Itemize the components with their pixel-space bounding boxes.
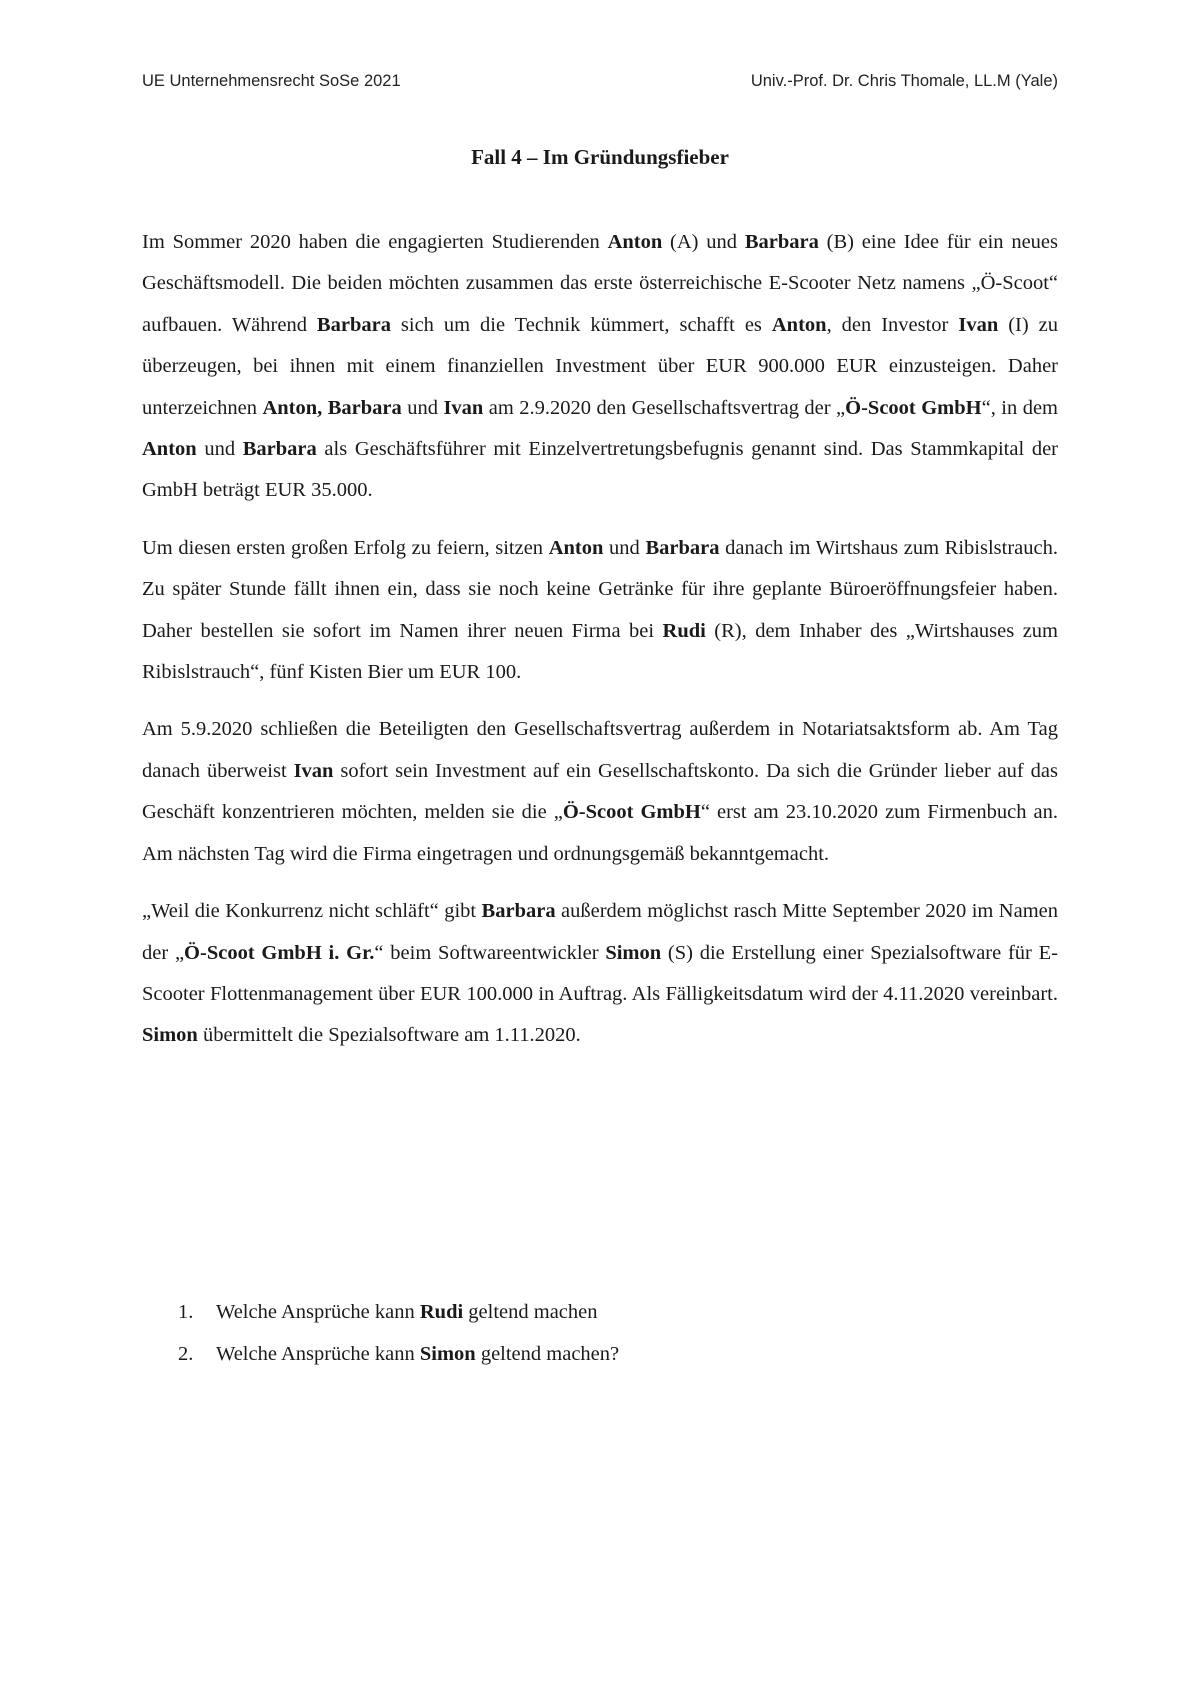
header-course: UE Unternehmensrecht SoSe 2021: [142, 72, 401, 90]
paragraph-3: [142, 709, 1058, 875]
question-text: [216, 1333, 619, 1375]
text-run: am 2.9.2020 den Gesellschaftsvertrag der „: [483, 396, 846, 419]
bold-run: Ivan: [443, 396, 484, 419]
text-run: Welche Ansprüche kann: [216, 1343, 420, 1365]
text-run: und: [196, 438, 243, 461]
text-run: “ erst am 23.10.2020 zum Firmenbuch an. Am nächsten Tag wird die Firma eingetragen und ordnungsgemäß bekanntgemacht.: [142, 801, 1059, 865]
bold-run: Rudi: [419, 1301, 464, 1323]
question-item: [142, 1333, 1058, 1375]
text-run: außerdem möglichst rasch Mitte September 2020 im Namen der „: [142, 900, 1058, 964]
bold-run: Simon: [142, 1024, 198, 1047]
question-list: [142, 1291, 1058, 1375]
case-text: [142, 222, 1058, 1073]
bold-run: Anton, Barbara: [262, 396, 402, 419]
bold-run: Barbara: [645, 536, 720, 559]
document-title: Fall 4 – Im Gründungsfieber: [471, 145, 729, 169]
text-run: Um diesen ersten großen Erfolg zu feiern, sitzen: [142, 536, 549, 559]
text-run: , den Investor: [826, 313, 959, 336]
paragraph-4: [142, 891, 1058, 1057]
paragraph-2: [142, 528, 1058, 694]
bold-run: Rudi: [662, 619, 706, 642]
bold-run: Simon: [605, 941, 662, 964]
text-run: geltend machen?: [475, 1343, 620, 1365]
question-item: [142, 1291, 1058, 1333]
text-run: übermittelt die Spezialsoftware am 1.11.2020.: [197, 1024, 581, 1047]
bold-run: Anton: [607, 231, 663, 253]
text-run: und: [401, 396, 444, 419]
question-number: 2.: [178, 1343, 194, 1365]
text-run: Welche Ansprüche kann: [216, 1301, 420, 1323]
bold-run: Anton: [548, 536, 604, 559]
text-run: (A) und: [662, 231, 745, 253]
bold-run: Anton: [142, 438, 197, 461]
header-author: Univ.-Prof. Dr. Chris Thomale, LL.M (Yale): [750, 72, 1058, 90]
text-run: (S) die Erstellung einer Spezialsoftware für E-Scooter Flottenmanagement über EUR 100.000 in Auftrag. Als Fälligkeitsdatum wird der 4.11.2020 vereinbart.: [142, 941, 1059, 1005]
bold-run: Anton: [771, 313, 827, 336]
question-number: 1.: [178, 1301, 194, 1323]
text-run: “ beim Softwareentwickler: [374, 941, 606, 964]
text-run: „Weil die Konkurrenz nicht schläft“ gibt: [142, 900, 482, 923]
bold-run: Barbara: [481, 900, 556, 923]
text-run: (I) zu überzeugen, bei ihnen mit einem finanziellen Investment über EUR 900.000 EUR einzusteigen. Daher unterzeichnen: [142, 313, 1058, 419]
bold-run: Ö-Scoot GmbH: [845, 396, 982, 419]
text-run: sich um die Technik kümmert, schafft es: [390, 313, 772, 336]
text-run: sofort sein Investment auf ein Gesellschaftskonto. Da sich die Gründer lieber auf das Geschäft konzentrieren möchten, melden sie die „: [142, 759, 1058, 824]
text-run: geltend machen: [463, 1301, 598, 1323]
text-run: danach im Wirtshaus zum Ribislstrauch. Zu später Stunde fällt ihnen ein, dass sie noch keine Getränke für ihre geplante Büroeröffnungsfeier haben. Daher bestellen sie sofort im Namen ihrer neuen Firma bei: [142, 536, 1058, 642]
paragraph-1: [142, 222, 1058, 512]
text-run: (R), dem Inhaber des „Wirtshauses zum Ribislstrauch“, fünf Kisten Bier um EUR 100.: [142, 619, 1058, 684]
text-run: Im Sommer 2020 haben die engagierten Studierenden: [142, 231, 608, 253]
bold-run: Ivan: [293, 759, 334, 782]
bold-run: Barbara: [316, 313, 391, 336]
text-run: und: [603, 536, 646, 559]
bold-run: Ö-Scoot GmbH: [562, 801, 701, 824]
text-run: (B) eine Idee für ein neues Geschäftsmodell. Die beiden möchten zusammen das erste österreichische E-Scooter Netz namens „Ö-Scoot“ aufbauen. Während: [142, 231, 1058, 336]
bold-run: Barbara: [242, 438, 317, 461]
bold-run: Ö-Scoot GmbH i. Gr.: [184, 941, 375, 964]
question-text: [216, 1291, 598, 1333]
bold-run: Barbara: [744, 231, 819, 253]
text-run: Am 5.9.2020 schließen die Beteiligten den Gesellschaftsvertrag außerdem in Notariatsaktsform ab. Am Tag danach überweist: [142, 718, 1058, 782]
bold-run: Ivan: [958, 313, 999, 336]
bold-run: Simon: [419, 1343, 476, 1365]
page-header: [142, 72, 1058, 102]
text-run: “, in dem: [981, 396, 1058, 419]
text-run: als Geschäftsführer mit Einzelvertretungsbefugnis genannt sind. Das Stammkapital der GmbH beträgt EUR 35.000.: [142, 438, 1058, 502]
